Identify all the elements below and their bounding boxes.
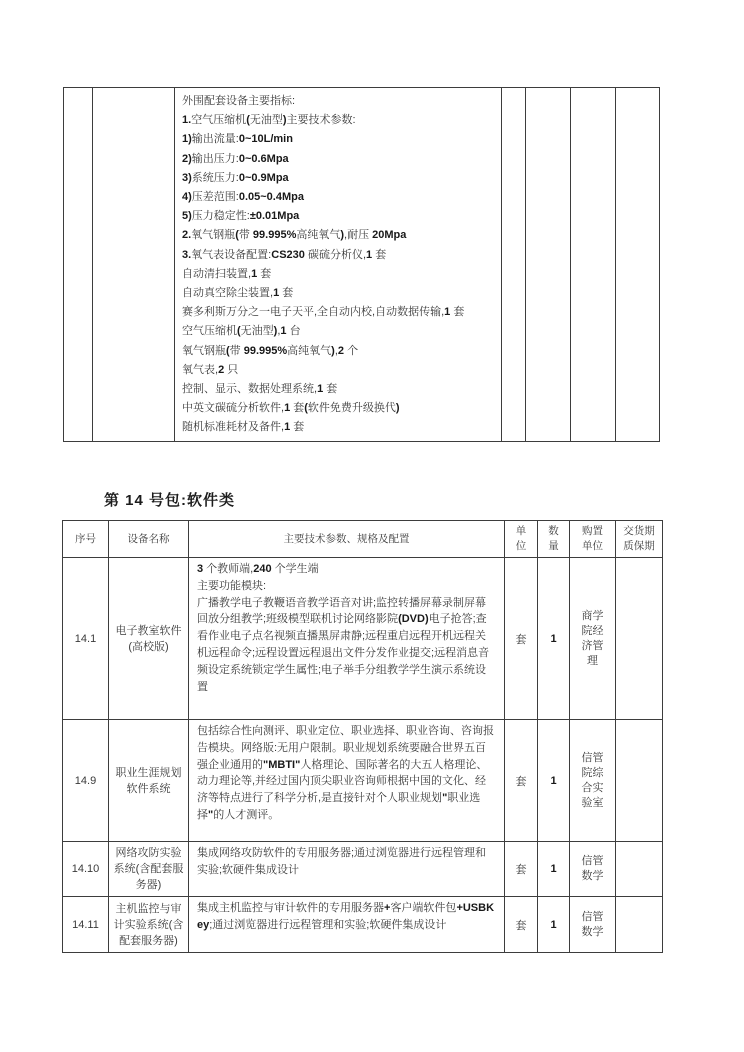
header-name: 设备名称 xyxy=(109,521,189,558)
spec-line: 广播教学电子教鞭语音教学语音对讲;监控转播屏幕录制屏幕回放分组教学;班级模型联机讨论网络影院(DVD)电子抢答;查看作业电子点名视频直播黑屏肃静;远程重启远程开机远程关机远程命令;远程设置远程退出文件分发作业提交;远程消息音频设定系统锁定学生属性;电子举手分组教学学生演示系统设置 xyxy=(197,596,490,693)
spec-line: 2)输出压力:0~0.6Mpa xyxy=(182,152,289,165)
spec-line: 中英文碳硫分析软件,1 套(软件免费升级换代) xyxy=(182,402,400,415)
header-purchaser: 购置单位 xyxy=(570,521,616,558)
purchaser-cell: 信管院综合实验室 xyxy=(570,720,616,842)
spec-cell xyxy=(189,842,505,897)
purchaser-cell-empty xyxy=(571,88,616,442)
qty-cell: 1 xyxy=(538,720,570,842)
seq-cell: 14.10 xyxy=(63,842,109,897)
seq-cell: 14.11 xyxy=(63,897,109,953)
spec-line: 2.氧气钢瓶(带 99.995%高纯氧气),耐压 20Mpa xyxy=(182,229,407,242)
delivery-cell xyxy=(616,897,663,953)
name-cell: 主机监控与审计实验系统(含配套服务器) xyxy=(109,897,189,953)
spec-line: 自动清扫装置,1 套 xyxy=(182,267,272,280)
purchaser-cell: 信管数学 xyxy=(570,897,616,953)
qty-cell: 1 xyxy=(538,897,570,953)
purchaser-cell: 商学院经济管理 xyxy=(570,558,616,720)
header-delivery: 交货期质保期 xyxy=(616,521,663,558)
delivery-cell xyxy=(616,558,663,720)
header-unit: 单位 xyxy=(505,521,538,558)
spec-cell xyxy=(189,720,505,842)
spec-line: 3.氧气表设备配置:CS230 碳硫分析仪,1 套 xyxy=(182,248,387,261)
header-qty: 数量 xyxy=(538,521,570,558)
spec-line: 1)输出流量:0~10L/min xyxy=(182,133,293,146)
seq-cell-empty xyxy=(64,88,93,442)
qty-cell: 1 xyxy=(538,842,570,897)
spec-cell xyxy=(175,88,502,442)
table-row xyxy=(63,842,663,897)
table-header-row xyxy=(63,521,663,558)
spec-line: 氧气表,2 只 xyxy=(182,363,239,376)
spec-line: 5)压力稳定性:±0.01Mpa xyxy=(182,210,300,223)
spec-line: 集成主机监控与审计软件的专用服务器+客户端软件包+USBKey;通过浏览器进行远程管理和实验;软硬件集成设计 xyxy=(197,902,495,931)
package-heading: 第 14 号包:软件类 xyxy=(104,492,236,509)
spec-line: 赛多利斯万分之一电子天平,全自动内校,自动数据传输,1 套 xyxy=(182,306,465,319)
table-row xyxy=(64,88,660,442)
table-row xyxy=(63,897,663,953)
table-row xyxy=(63,720,663,842)
spec-line: 氧气钢瓶(带 99.995%高纯氧气),2 个 xyxy=(182,344,359,357)
package-table xyxy=(62,520,663,953)
spec-line: 包括综合性向测评、职业定位、职业选择、职业咨询、咨询报告模块。网络版:无用户限制。职业规划系统要融合世界五百强企业通用的"MBTI"人格理论、国际著名的大五人格理论、动力理论等,并经过国内顶尖职业咨询师根据中国的文化、经济等特点进行了科学分析,是直接针对个人职业规划"职业选择"的人才测评。 xyxy=(197,725,494,821)
unit-cell: 套 xyxy=(505,558,538,720)
unit-cell: 套 xyxy=(505,720,538,842)
name-cell: 电子教室软件(高校版) xyxy=(109,558,189,720)
continuation-table xyxy=(63,87,660,442)
spec-line: 3 个教师端,240 个学生端 xyxy=(197,563,319,575)
spec-line: 主要功能模块: xyxy=(197,579,267,592)
qty-cell: 1 xyxy=(538,558,570,720)
header-spec: 主要技术参数、规格及配置 xyxy=(189,521,505,558)
purchaser-cell: 信管数学 xyxy=(570,842,616,897)
spec-line: 集成网络攻防软件的专用服务器;通过浏览器进行远程管理和实验;软硬件集成设计 xyxy=(197,847,487,876)
seq-cell: 14.9 xyxy=(63,720,109,842)
table-row xyxy=(63,558,663,720)
spec-line: 随机标准耗材及备件,1 套 xyxy=(182,421,305,434)
spec-line: 自动真空除尘装置,1 套 xyxy=(182,287,294,300)
header-seq: 序号 xyxy=(63,521,109,558)
unit-cell: 套 xyxy=(505,897,538,953)
spec-cell xyxy=(189,558,505,720)
spec-line: 控制、显示、数据处理系统,1 套 xyxy=(182,383,338,396)
seq-cell: 14.1 xyxy=(63,558,109,720)
delivery-cell xyxy=(616,720,663,842)
spec-cell xyxy=(189,897,505,953)
name-cell-empty xyxy=(93,88,175,442)
delivery-cell xyxy=(616,842,663,897)
name-cell: 职业生涯规划软件系统 xyxy=(109,720,189,842)
unit-cell-empty xyxy=(502,88,526,442)
delivery-cell-empty xyxy=(616,88,660,442)
spec-line: 外围配套设备主要指标: xyxy=(182,95,296,107)
name-cell: 网络攻防实验系统(含配套服务器) xyxy=(109,842,189,897)
spec-line: 1.空气压缩机(无油型)主要技术参数: xyxy=(182,114,356,127)
spec-line: 4)压差范围:0.05~0.4Mpa xyxy=(182,191,304,204)
unit-cell: 套 xyxy=(505,842,538,897)
qty-cell-empty xyxy=(526,88,571,442)
spec-line: 3)系统压力:0~0.9Mpa xyxy=(182,171,289,184)
spec-line: 空气压缩机(无油型),1 台 xyxy=(182,325,301,338)
